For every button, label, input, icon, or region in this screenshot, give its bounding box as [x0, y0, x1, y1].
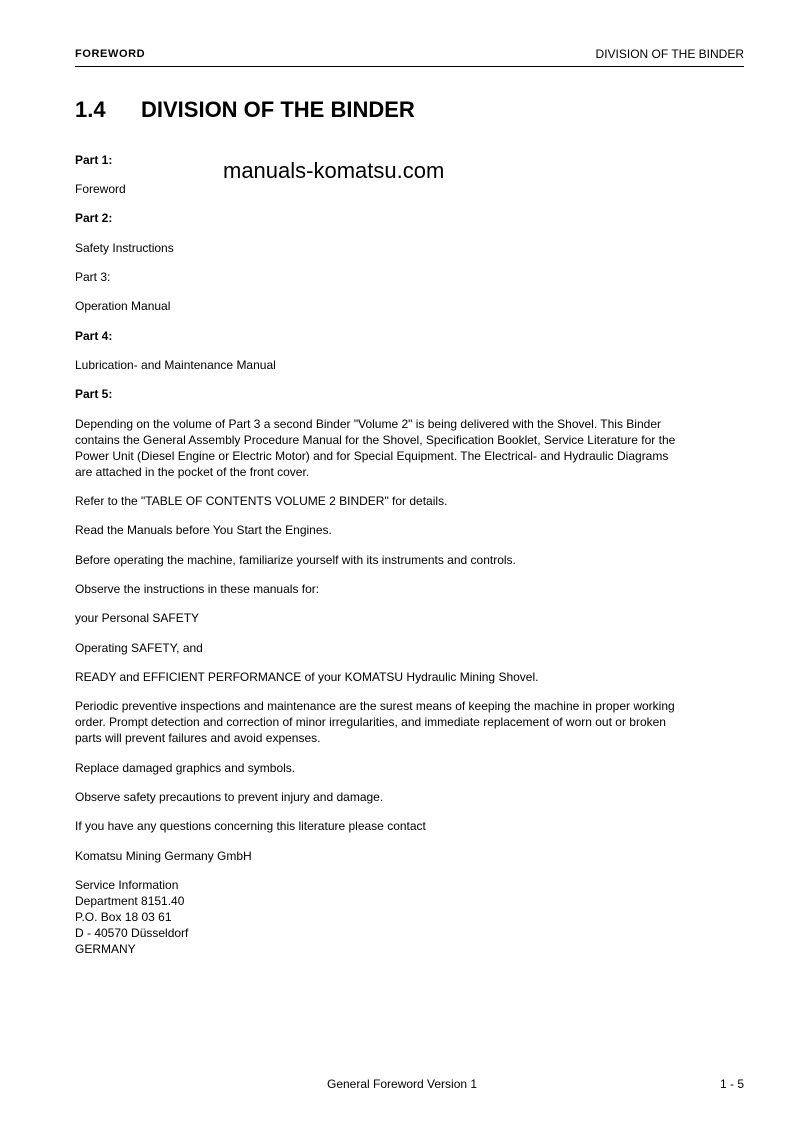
part-4-label: Part 4: — [75, 329, 113, 343]
paragraph-line: Depending on the volume of Part 3 a second Binder "Volume 2" is being delivered with the Shovel. This Binder — [75, 417, 661, 431]
part-2-description: Safety Instructions — [75, 241, 174, 255]
section-heading — [75, 97, 415, 123]
paragraph-line: contains the General Assembly Procedure Manual for the Shovel, Specification Booklet, Service Literature for the — [75, 433, 676, 447]
before-operating-text: Before operating the machine, familiarize yourself with its instruments and controls. — [75, 553, 516, 567]
part-1-label: Part 1: — [75, 153, 113, 167]
part-5-label: Part 5: — [75, 387, 113, 401]
personal-safety-text: your Personal SAFETY — [75, 611, 200, 625]
watermark-text: manuals-komatsu.com — [223, 158, 445, 183]
running-header-title: DIVISION OF THE BINDER — [595, 47, 744, 61]
operating-safety-text: Operating SAFETY, and — [75, 641, 203, 655]
footer-document-title: General Foreword Version 1 — [327, 1077, 478, 1091]
paragraph-line: Power Unit (Diesel Engine or Electric Motor) and for Special Equipment. The Electrical- and Hydraulic Diagrams — [75, 449, 669, 463]
running-header-section: FOREWORD — [75, 48, 146, 60]
address-line: GERMANY — [75, 942, 136, 956]
part-1-description: Foreword — [75, 182, 126, 196]
observe-precautions-text: Observe safety precautions to prevent injury and damage. — [75, 790, 384, 804]
header-divider — [75, 66, 744, 67]
part-4-description: Lubrication- and Maintenance Manual — [75, 358, 276, 372]
replace-graphics-text: Replace damaged graphics and symbols. — [75, 761, 296, 775]
paragraph-line: Periodic preventive inspections and maintenance are the surest means of keeping the machine in proper working — [75, 699, 675, 713]
volume-2-paragraph — [75, 416, 750, 480]
paragraph-line: order. Prompt detection and correction of minor irregularities, and immediate replacement of worn out or broken — [75, 715, 666, 729]
paragraph-line: are attached in the pocket of the front cover. — [75, 465, 310, 479]
company-name: Komatsu Mining Germany GmbH — [75, 849, 252, 863]
part-2-label: Part 2: — [75, 211, 113, 225]
part-3-description: Operation Manual — [75, 299, 171, 313]
address-block — [75, 877, 750, 957]
address-line: D - 40570 Düsseldorf — [75, 926, 189, 940]
periodic-inspection-paragraph — [75, 698, 750, 746]
part-3-label: Part 3: — [75, 270, 111, 284]
section-title: DIVISION OF THE BINDER — [141, 97, 415, 122]
address-line: P.O. Box 18 03 61 — [75, 910, 172, 924]
section-number: 1.4 — [75, 97, 106, 122]
address-line: Department 8151.40 — [75, 894, 185, 908]
performance-text: READY and EFFICIENT PERFORMANCE of your KOMATSU Hydraulic Mining Shovel. — [75, 670, 539, 684]
read-manuals-text: Read the Manuals before You Start the Engines. — [75, 523, 332, 537]
observe-instructions-text: Observe the instructions in these manuals for: — [75, 582, 320, 596]
address-line: Service Information — [75, 878, 179, 892]
paragraph-line: parts will prevent failures and avoid expenses. — [75, 731, 321, 745]
questions-text: If you have any questions concerning this literature please contact — [75, 819, 426, 833]
refer-text: Refer to the "TABLE OF CONTENTS VOLUME 2 BINDER" for details. — [75, 494, 448, 508]
page-number: 1 - 5 — [719, 1077, 744, 1091]
